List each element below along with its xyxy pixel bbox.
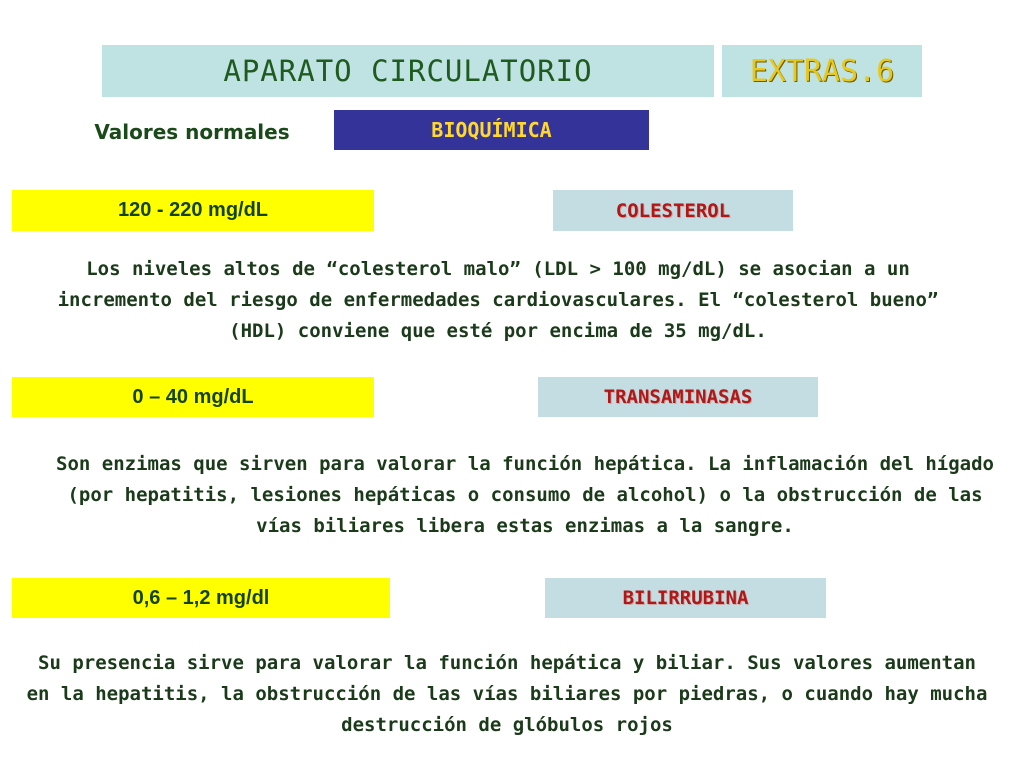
transaminases-value: 0 – 40 mg/dL [12, 377, 374, 417]
cholesterol-value: 120 - 220 mg/dL [12, 190, 374, 231]
bilirubin-term: BILIRRUBINA [545, 578, 826, 618]
cholesterol-term: COLESTEROL [553, 190, 793, 231]
normal-values-label: Valores normales [94, 120, 290, 144]
section-title: BIOQUÍMICA [334, 110, 649, 150]
bilirubin-value: 0,6 – 1,2 mg/dl [12, 578, 390, 618]
page-title: APARATO CIRCULATORIO [102, 45, 714, 97]
bilirubin-description: Su presencia sirve para valorar la función hepática y biliar. Sus valores aumentan en la hepatitis, la obstrucción de las vías biliares por piedras, o cuando hay mucha destrucción de glóbulos rojos [26, 652, 988, 736]
cholesterol-description: Los niveles altos de “colesterol malo” (LDL > 100 mg/dL) se asocian a un incremento del riesgo de enfermedades cardiovasculares. El “colesterol bueno” (HDL) conviene que esté por encima de 35 mg/dL. [57, 258, 939, 342]
transaminases-description: Son enzimas que sirven para valorar la función hepática. La inflamación del hígado (por hepatitis, lesiones hepáticas o consumo de alcohol) o la obstrucción de las vías biliares libera estas enzimas a la sangre. [56, 453, 994, 537]
transaminases-term: TRANSAMINASAS [538, 377, 818, 417]
extras-label: EXTRAS.6 [722, 45, 922, 97]
